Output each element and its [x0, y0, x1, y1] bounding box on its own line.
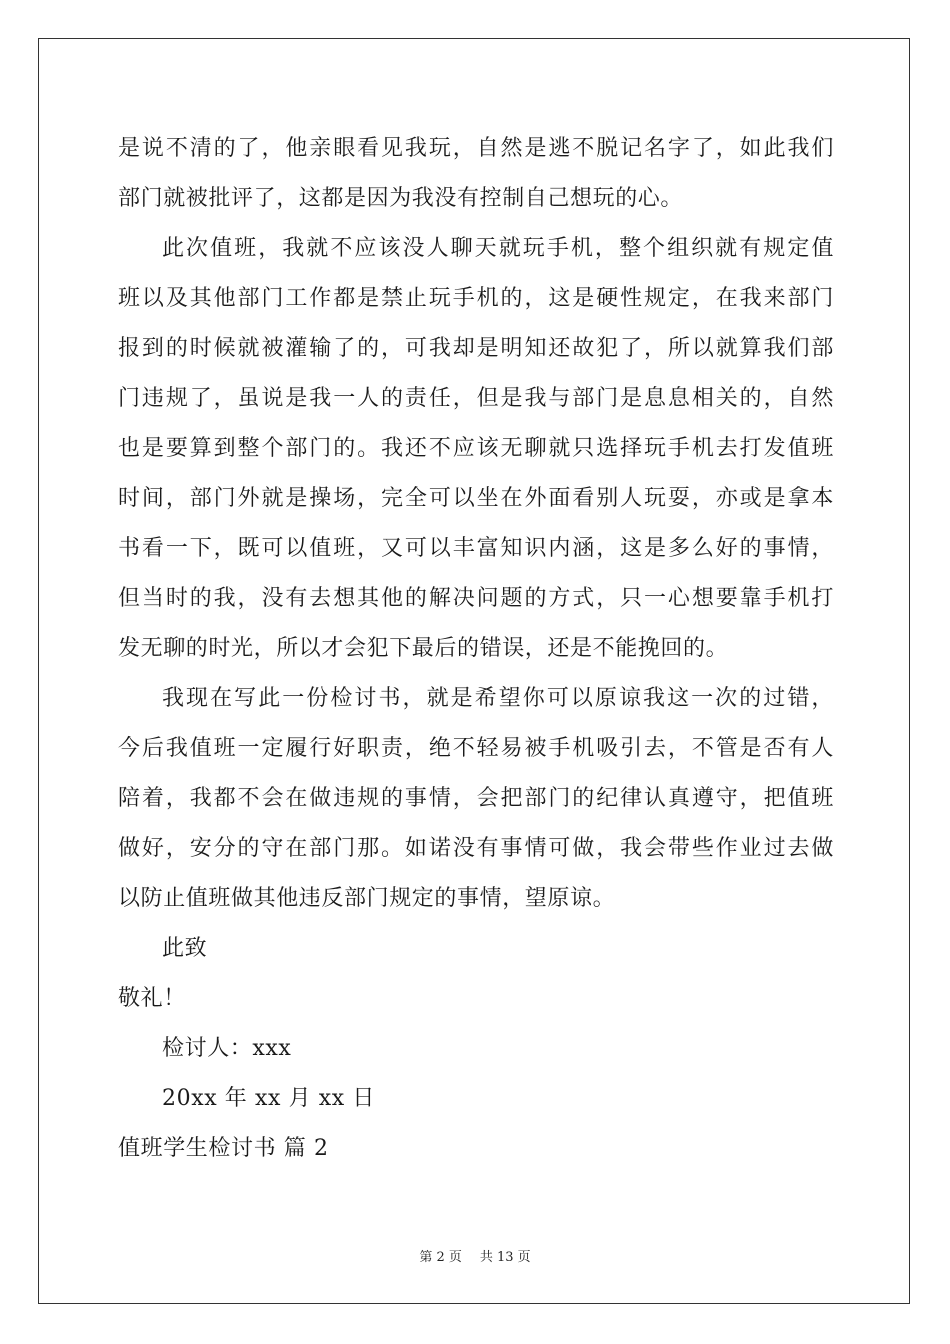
text-line: 部门就被批评了，这都是因为我没有控制自己想玩的心。: [118, 186, 684, 211]
text-line: 门违规了，虽说是我一人的责任，但是我与部门是息息相关的，自然: [118, 386, 834, 411]
signer: 检讨人：xxx: [162, 1036, 292, 1061]
text-line: 时间，部门外就是操场，完全可以坐在外面看别人玩耍，亦或是拿本: [118, 486, 834, 511]
page-total: 共 13 页: [479, 1250, 531, 1265]
text-line: 班以及其他部门工作都是禁止玩手机的，这是硬性规定，在我来部门: [118, 286, 834, 311]
document-body: [118, 124, 834, 1174]
text-line: 是说不清的了，他亲眼看见我玩，自然是逃不脱记名字了，如此我们: [118, 136, 834, 161]
closing-salutation: 此致: [162, 936, 208, 961]
date: 20xx 年 xx 月 xx 日: [162, 1086, 376, 1111]
text-line: 此次值班，我就不应该没人聊天就玩手机，整个组织就有规定值: [162, 236, 834, 261]
text-line: 以防止值班做其他违反部门规定的事情，望原谅。: [118, 886, 616, 911]
text-line: 报到的时候就被灌输了的，可我却是明知还故犯了，所以就算我们部: [118, 336, 834, 361]
text-line: 发无聊的时光，所以才会犯下最后的错误，还是不能挽回的。: [118, 636, 729, 661]
text-line: 也是要算到整个部门的。我还不应该无聊就只选择玩手机去打发值班: [118, 436, 834, 461]
text-line: 但当时的我，没有去想其他的解决问题的方式，只一心想要靠手机打: [118, 586, 834, 611]
text-line: 陪着，我都不会在做违规的事情，会把部门的纪律认真遵守，把值班: [118, 786, 834, 811]
closing-respect: 敬礼！: [118, 986, 186, 1011]
text-line: 我现在写此一份检讨书，就是希望你可以原谅我这一次的过错，: [162, 686, 834, 711]
text-line: 做好，安分的守在部门那。如诺没有事情可做，我会带些作业过去做: [118, 836, 834, 861]
text-line: 今后我值班一定履行好职责，绝不轻易被手机吸引去，不管是否有人: [118, 736, 834, 761]
page-footer: [0, 1246, 950, 1265]
text-line: 书看一下，既可以值班，又可以丰富知识内涵，这是多么好的事情，: [118, 536, 834, 561]
next-section-title: 值班学生检讨书 篇 2: [118, 1136, 329, 1161]
page-number: 第 2 页: [419, 1250, 462, 1265]
